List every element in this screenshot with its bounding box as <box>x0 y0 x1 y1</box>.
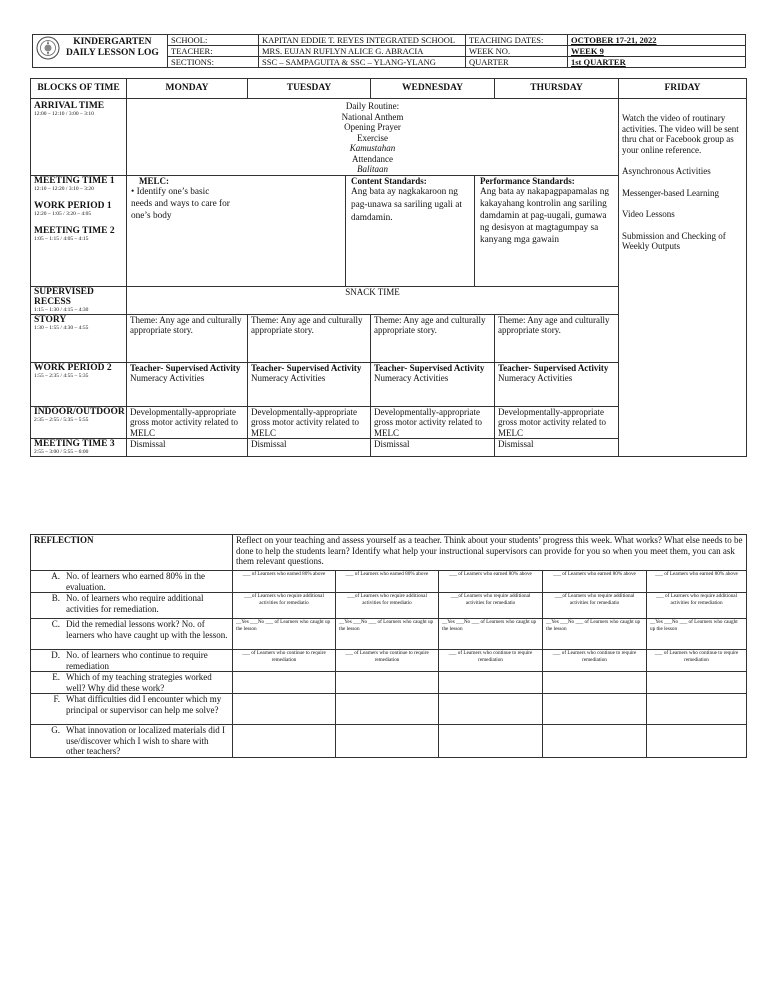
teacher-value: MRS. EUJAN RUFLYN ALICE G. ABRACIA <box>259 46 466 57</box>
routine-line: Kamustahan <box>349 143 396 153</box>
work2-title: Teacher- Supervised Activity <box>374 362 485 373</box>
reflection-row-c <box>31 619 747 650</box>
routine-line: Balitaan <box>357 164 388 174</box>
answer-cell[interactable] <box>233 694 336 725</box>
standards-cell <box>127 175 619 286</box>
reflection-row-e <box>31 672 747 694</box>
school-value: KAPITAN EDDIE T. REYES INTEGRATED SCHOOL <box>259 35 466 46</box>
work2-sub: Numeracy Activities <box>374 373 449 383</box>
answer-cell[interactable]: ___ of Learners who require additional activities for remediation <box>647 593 747 619</box>
question-text: No. of learners who require additional activities for remediation. <box>66 593 204 614</box>
reflection-row-b <box>31 593 747 619</box>
answer-cell[interactable] <box>336 672 439 694</box>
work2-sub: Numeracy Activities <box>498 373 573 383</box>
teacher-label: TEACHER: <box>168 46 259 57</box>
friday-text: Watch the video of routinary activities. The video will be sent thru chat or Facebook group as your online reference. <box>622 113 739 155</box>
friday-text: Asynchronous Activities <box>622 166 711 176</box>
block-name: SUPERVISED RECESS <box>34 286 94 307</box>
question-text: What difficulties did I encounter which my principal or supervisor can help me solve? <box>66 694 222 715</box>
col-header-tuesday: TUESDAY <box>248 79 371 99</box>
question-letter: A. <box>51 571 60 581</box>
answer-cell[interactable] <box>336 725 439 758</box>
answer-cell[interactable]: ___ of Learners who earned 80% above <box>543 571 647 593</box>
work2-sub: Numeracy Activities <box>251 373 326 383</box>
deped-seal-icon <box>36 36 60 60</box>
reflection-header-row <box>31 535 747 571</box>
answer-cell[interactable] <box>233 725 336 758</box>
block-name: WORK PERIOD 2 <box>34 362 112 373</box>
dismissal-tuesday: Dismissal <box>248 439 371 457</box>
block-name: MEETING TIME 1 <box>34 175 115 186</box>
block-name: INDOOR/OUTDOOR <box>34 406 125 417</box>
indoor-tuesday: Developmentally-appropriate gross motor activity related to MELC <box>248 406 371 439</box>
sections-label: SECTIONS: <box>168 57 259 68</box>
dismissal-thursday: Dismissal <box>495 439 619 457</box>
question-letter: B. <box>51 593 60 603</box>
friday-text: Video Lessons <box>622 209 675 219</box>
answer-cell[interactable] <box>647 672 747 694</box>
content-standards-box <box>345 176 475 286</box>
block-time: 1:55 – 2:35 / 4:55 – 5:35 <box>34 372 89 379</box>
answer-cell[interactable]: __Yes ___No ___ of Learners who caught up the lesson <box>543 619 647 650</box>
question-letter: G. <box>51 725 60 735</box>
col-header-wednesday: WEDNESDAY <box>371 79 495 99</box>
col-header-friday: FRIDAY <box>619 79 747 99</box>
col-header-thursday: THURSDAY <box>495 79 619 99</box>
header-table <box>32 34 746 68</box>
answer-cell[interactable] <box>336 694 439 725</box>
routine-line: National Anthem <box>341 111 404 122</box>
answer-cell[interactable] <box>647 725 747 758</box>
block-name: WORK PERIOD 1 <box>34 200 112 211</box>
snack-time: SNACK TIME <box>127 286 619 314</box>
story-monday: Theme: Any age and culturally appropriate story. <box>127 314 248 362</box>
answer-cell[interactable]: ___ of Learners who continue to require remediation <box>233 650 336 672</box>
answer-cell[interactable]: ___ of Learners who continue to require remediation <box>647 650 747 672</box>
question-text: Did the remedial lessons work? No. of learners who have caught up with the lesson. <box>66 619 228 640</box>
performance-standards-text: Ang bata ay nakapagpapamalas ng kakayahang kontrolin ang sariling damdamin at pag-uugali, gumawa ng desisyon at magtagumpay sa kanyang mga gawain <box>480 187 610 245</box>
reflection-prompt: Reflect on your teaching and assess yourself as a teacher. Think about your students’ progress this week. What works? What else needs to be done to help the students learn? Identify what help your instructional supervisors can provide for you so when you meet them, you can ask them relevant questions. <box>233 535 747 571</box>
work2-title: Teacher- Supervised Activity <box>251 362 362 373</box>
block-meeting-work <box>31 175 127 286</box>
block-name: STORY <box>34 314 67 325</box>
answer-cell[interactable]: __Yes ___No ___ of Learners who caught up the lesson <box>647 619 747 650</box>
question-text: No. of learners who continue to require remediation <box>66 650 208 671</box>
question-letter: D. <box>51 650 60 660</box>
work2-sub: Numeracy Activities <box>130 373 205 383</box>
block-meeting3 <box>31 439 127 457</box>
answer-cell[interactable] <box>439 725 543 758</box>
reflection-question <box>31 650 233 672</box>
work2-thursday <box>495 362 619 406</box>
block-time: 12:20 – 1:05 / 3:20 – 4:05 <box>34 210 92 217</box>
routine-line: Opening Prayer <box>344 122 401 132</box>
quarter-label: QUARTER <box>466 57 568 68</box>
melc-text: • Identify one’s basic needs and ways to care for one’s body <box>131 187 230 221</box>
reflection-question <box>31 694 233 725</box>
reflection-question <box>31 593 233 619</box>
story-thursday: Theme: Any age and culturally appropriate story. <box>495 314 619 362</box>
week-value: WEEK 9 <box>568 46 746 57</box>
question-letter: C. <box>51 619 60 629</box>
block-work2 <box>31 362 127 406</box>
answer-cell[interactable]: ___ of Learners who continue to require remediation <box>336 650 439 672</box>
routine-line: Exercise <box>357 132 388 143</box>
dates-value: OCTOBER 17-21, 2022 <box>568 35 746 46</box>
dismissal-wednesday: Dismissal <box>371 439 495 457</box>
routine-line: Daily Routine: <box>345 101 400 111</box>
block-time: 12:00 – 12:10 / 3:00 – 3:10 <box>34 111 94 117</box>
answer-cell[interactable] <box>439 694 543 725</box>
answer-cell[interactable] <box>543 725 647 758</box>
answer-cell[interactable] <box>233 672 336 694</box>
performance-standards-label: Performance Standards: <box>480 175 575 186</box>
block-time: 1:15 – 1:30 / 4:15 – 4:30 <box>34 306 89 313</box>
reflection-row-d <box>31 650 747 672</box>
reflection-question <box>31 619 233 650</box>
day-header-row <box>31 79 747 99</box>
answer-cell[interactable]: ___ of Learners who earned 80% above <box>233 571 336 593</box>
reflection-row-g <box>31 725 747 758</box>
reflection-question <box>31 571 233 593</box>
story-tuesday: Theme: Any age and culturally appropriate story. <box>248 314 371 362</box>
row-arrival <box>31 99 747 176</box>
indoor-wednesday: Developmentally-appropriate gross motor activity related to MELC <box>371 406 495 439</box>
work2-title: Teacher- Supervised Activity <box>498 362 609 373</box>
sections-value: SSC – SAMPAGUITA & SSC – YLANG-YLANG <box>259 57 466 68</box>
reflection-question <box>31 672 233 694</box>
answer-cell[interactable]: ___ of Learners who continue to require remediation <box>543 650 647 672</box>
question-letter: E. <box>52 672 60 682</box>
reflection-question <box>31 725 233 758</box>
schedule-table <box>30 78 747 457</box>
question-text: Which of my teaching strategies worked well? Why did these work? <box>66 672 212 693</box>
dismissal-monday: Dismissal <box>127 439 248 457</box>
title-kindergarten: KINDERGARTEN <box>73 37 152 47</box>
answer-cell[interactable] <box>647 694 747 725</box>
answer-cell[interactable]: ___of Learners who require additional activities for remediatio <box>543 593 647 619</box>
daily-routine <box>127 99 619 176</box>
quarter-value: 1st QUARTER <box>568 57 746 68</box>
answer-cell[interactable]: ___of Learners who require additional activities for remediatio <box>336 593 439 619</box>
reflection-label: REFLECTION <box>31 535 233 571</box>
work2-tuesday <box>248 362 371 406</box>
indoor-monday: Developmentally-appropriate gross motor activity related to MELC <box>127 406 248 439</box>
block-time: 2:35 – 2:55 / 5:35 – 5:55 <box>34 416 89 423</box>
block-name: MEETING TIME 2 <box>34 225 115 236</box>
reflection-table <box>30 534 747 758</box>
week-label: WEEK NO. <box>466 46 568 57</box>
col-header-blocks: BLOCKS OF TIME <box>31 79 127 99</box>
work2-monday <box>127 362 248 406</box>
work2-wednesday <box>371 362 495 406</box>
block-time: 1:05 – 1:15 / 4:05 – 4:15 <box>34 235 89 242</box>
title-daily-lesson-log: DAILY LESSON LOG <box>66 48 159 58</box>
answer-cell[interactable]: ___ of Learners who earned 80% above <box>439 571 543 593</box>
content-standards-label: Content Standards: <box>351 175 427 186</box>
answer-cell[interactable]: __Yes ___No ___ of Learners who caught up the lesson <box>336 619 439 650</box>
answer-cell[interactable]: __Yes ___No ___ of Learners who caught up the lesson <box>439 619 543 650</box>
answer-cell[interactable]: __Yes ___No ___ of Learners who caught up the lesson <box>233 619 336 650</box>
block-recess <box>31 286 127 314</box>
answer-cell[interactable] <box>439 672 543 694</box>
work2-title: Teacher- Supervised Activity <box>130 362 241 373</box>
routine-line: Attendance <box>352 153 393 164</box>
question-letter: F. <box>53 694 60 704</box>
melc-label: MELC: <box>139 175 169 186</box>
block-indoor <box>31 406 127 439</box>
answer-cell[interactable]: ___of Learners who require additional activities for remediatio <box>439 593 543 619</box>
answer-cell[interactable]: ___ of Learners who earned 80% above <box>647 571 747 593</box>
performance-standards-box <box>475 176 618 286</box>
block-time: 2:55 – 3:00 / 5:55 – 6:00 <box>34 449 89 455</box>
answer-cell[interactable]: ___of Learners who require additional activities for remediatio <box>233 593 336 619</box>
header-logo-cell <box>33 35 168 68</box>
block-name: ARRIVAL TIME <box>34 101 105 111</box>
melc-box <box>127 176 345 286</box>
block-time: 1:30 – 1:55 / 4:30 – 4:55 <box>34 324 89 331</box>
content-standards-text: Ang bata ay nagkakaroon ng pag-unawa sa sariling ugali at damdamin. <box>351 187 463 223</box>
indoor-thursday: Developmentally-appropriate gross motor activity related to MELC <box>495 406 619 439</box>
dates-label: TEACHING DATES: <box>466 35 568 46</box>
answer-cell[interactable] <box>543 694 647 725</box>
block-story <box>31 314 127 362</box>
answer-cell[interactable]: ___ of Learners who earned 80% above <box>336 571 439 593</box>
reflection-row-a <box>31 571 747 593</box>
school-label: SCHOOL: <box>168 35 259 46</box>
answer-cell[interactable]: ___ of Learners who continue to require remediation <box>439 650 543 672</box>
reflection-row-f <box>31 694 747 725</box>
question-text: What innovation or localized materials did I use/discover which I wish to share with other teachers? <box>66 725 225 756</box>
question-text: No. of learners who earned 80% in the evaluation. <box>66 571 205 592</box>
story-wednesday: Theme: Any age and culturally appropriate story. <box>371 314 495 362</box>
friday-column <box>619 99 747 457</box>
block-name: MEETING TIME 3 <box>34 439 115 449</box>
answer-cell[interactable] <box>543 672 647 694</box>
block-time: 12:10 – 12:20 / 3:10 – 3:20 <box>34 185 94 192</box>
block-arrival <box>31 99 127 176</box>
friday-text: Messenger-based Learning <box>622 187 720 198</box>
friday-text: Submission and Checking of Weekly Outputs <box>622 230 726 251</box>
col-header-monday: MONDAY <box>127 79 248 99</box>
